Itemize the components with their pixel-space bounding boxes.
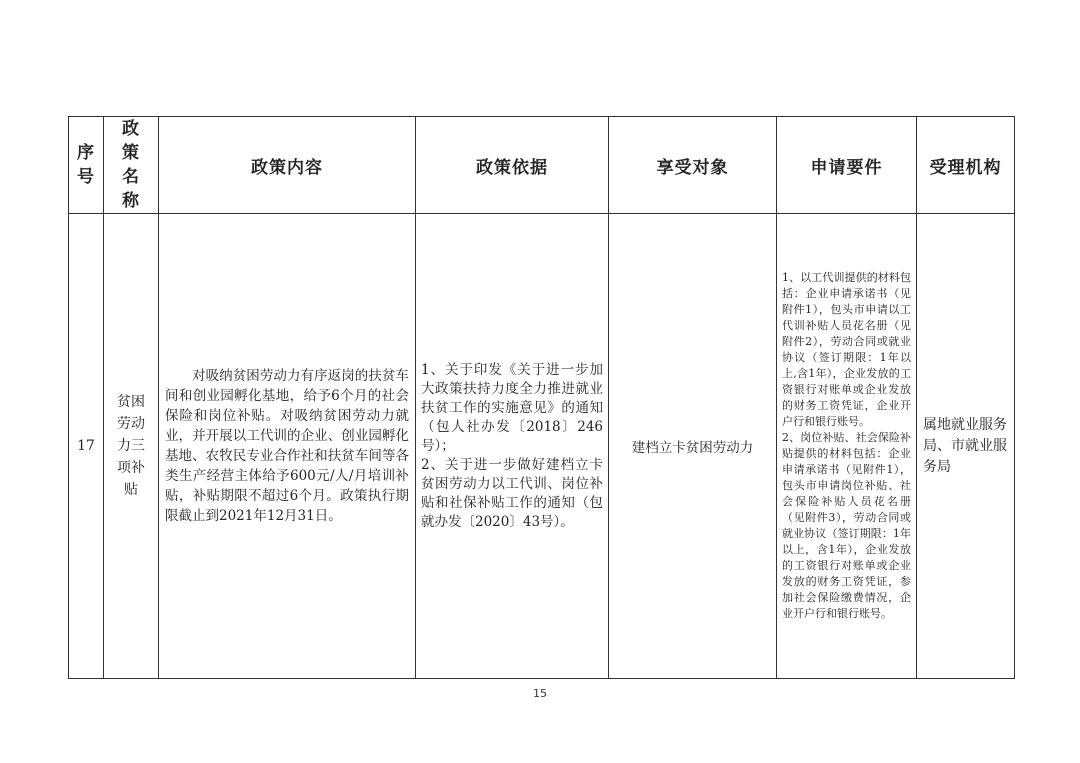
- cell-target: 建档立卡贫困劳动力: [609, 214, 777, 679]
- header-policy-basis: 政策依据: [416, 117, 609, 214]
- policy-content-text: 对吸纳贫困劳动力有序返岗的扶贫车间和创业园孵化基地，给予6个月的社会保险和岗位补贴。对吸纳贫困劳动力就业，并开展以工代训的企业、创业园孵化基地、农牧民专业合作社和扶贫车间等各类生产经营主体给予600元/人/月培训补贴，补贴期限不超过6个月。政策执行期限截止到2021年12月31日。: [165, 368, 409, 524]
- header-seq: 序号: [69, 117, 104, 214]
- table-row: [69, 214, 1015, 679]
- table-header-row: [69, 117, 1015, 214]
- basis-item: 2、关于进一步做好建档立卡贫困劳动力以工代训、岗位补贴和社保补贴工作的通知（包就办发〔2020〕43号）。: [421, 456, 603, 530]
- cell-agency: 属地就业服务局、市就业服务局: [917, 214, 1015, 679]
- header-agency: 受理机构: [917, 117, 1015, 214]
- requirement-item: 1、以工代训提供的材料包括：企业申请承诺书（见附件1），包头市申请以工代训补贴人员花名册（见附件2），劳动合同或就业协议（签订期限：1年以上,含1年），企业发放的工资银行对账单或企业发放的财务工资凭证，企业开户行和银行账号。: [782, 271, 911, 428]
- cell-seq: 17: [69, 214, 104, 679]
- policy-table: [68, 116, 1015, 679]
- header-requirements: 申请要件: [777, 117, 917, 214]
- header-target: 享受对象: [609, 117, 777, 214]
- cell-policy-name: 贫困劳动力三项补贴: [104, 214, 159, 679]
- basis-item: 1、关于印发《关于进一步加大政策扶持力度全力推进就业扶贫工作的实施意见》的通知（包人社办发〔2018〕246号）；: [421, 361, 603, 454]
- cell-requirements: [777, 214, 917, 679]
- header-policy-name: 政策名称: [104, 117, 159, 214]
- requirement-item: 2、岗位补贴、社会保险补贴提供的材料包括：企业申请承诺书（见附件1），包头市申请岗位补贴、社会保险补贴人员花名册（见附件3），劳动合同或就业协议（签订期限：1年以上，含1年），企业发放的工资银行对账单或企业发放的财务工资凭证，参加社会保险缴费情况，企业开户行和银行账号。: [782, 431, 911, 620]
- cell-policy-basis: [416, 214, 609, 679]
- header-policy-content: 政策内容: [159, 117, 416, 214]
- cell-policy-content: [159, 214, 416, 679]
- page-number: 15: [533, 687, 547, 700]
